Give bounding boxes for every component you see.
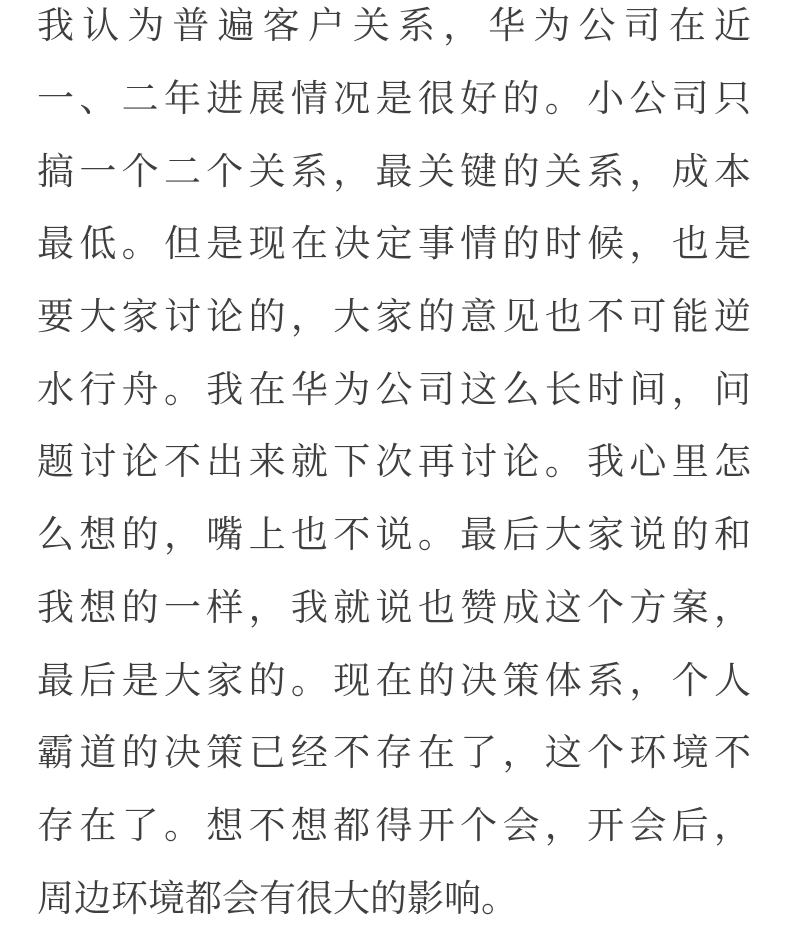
text-line: 我 认 为 普 遍 客 户 关 系 ， 华 为 公 司 在 近 [37, 5, 751, 47]
text-line: 要 大 家 讨 论 的 ， 大 家 的 意 见 也 不 可 能 逆 [37, 296, 751, 338]
text-line: 搞 一 个 二 个 关 系 ， 最 关 键 的 关 系 ， 成 本 [37, 150, 751, 192]
text-line: 么 想 的 ， 嘴 上 也 不 说 。 最 后 大 家 说 的 和 [37, 514, 751, 556]
text-line: 我 想 的 一 样 ， 我 就 说 也 赞 成 这 个 方 案 ， [37, 586, 751, 628]
text-line: 霸 道 的 决 策 已 经 不 存 在 了 ， 这 个 环 境 不 [37, 732, 751, 774]
text-line: 一 、 二 年 进 展 情 况 是 很 好 的 。 小 公 司 只 [37, 78, 751, 120]
text-line: 最 后 是 大 家 的 。 现 在 的 决 策 体 系 ， 个 人 [37, 659, 751, 701]
article-text [37, 0, 751, 931]
text-line: 题 讨 论 不 出 来 就 下 次 再 讨 论 。 我 心 里 怎 [37, 441, 751, 483]
text-line: 存 在 了 。 想 不 想 都 得 开 个 会 ， 开 会 后 ， [37, 804, 751, 846]
text-line: 水 行 舟 。 我 在 华 为 公 司 这 么 长 时 间 ， 问 [37, 368, 751, 410]
text-line: 周 边 环 境 都 会 有 很 大 的 影 响 。 [37, 877, 518, 919]
text-line: 最 低 。 但 是 现 在 决 定 事 情 的 时 候 ， 也 是 [37, 223, 751, 265]
